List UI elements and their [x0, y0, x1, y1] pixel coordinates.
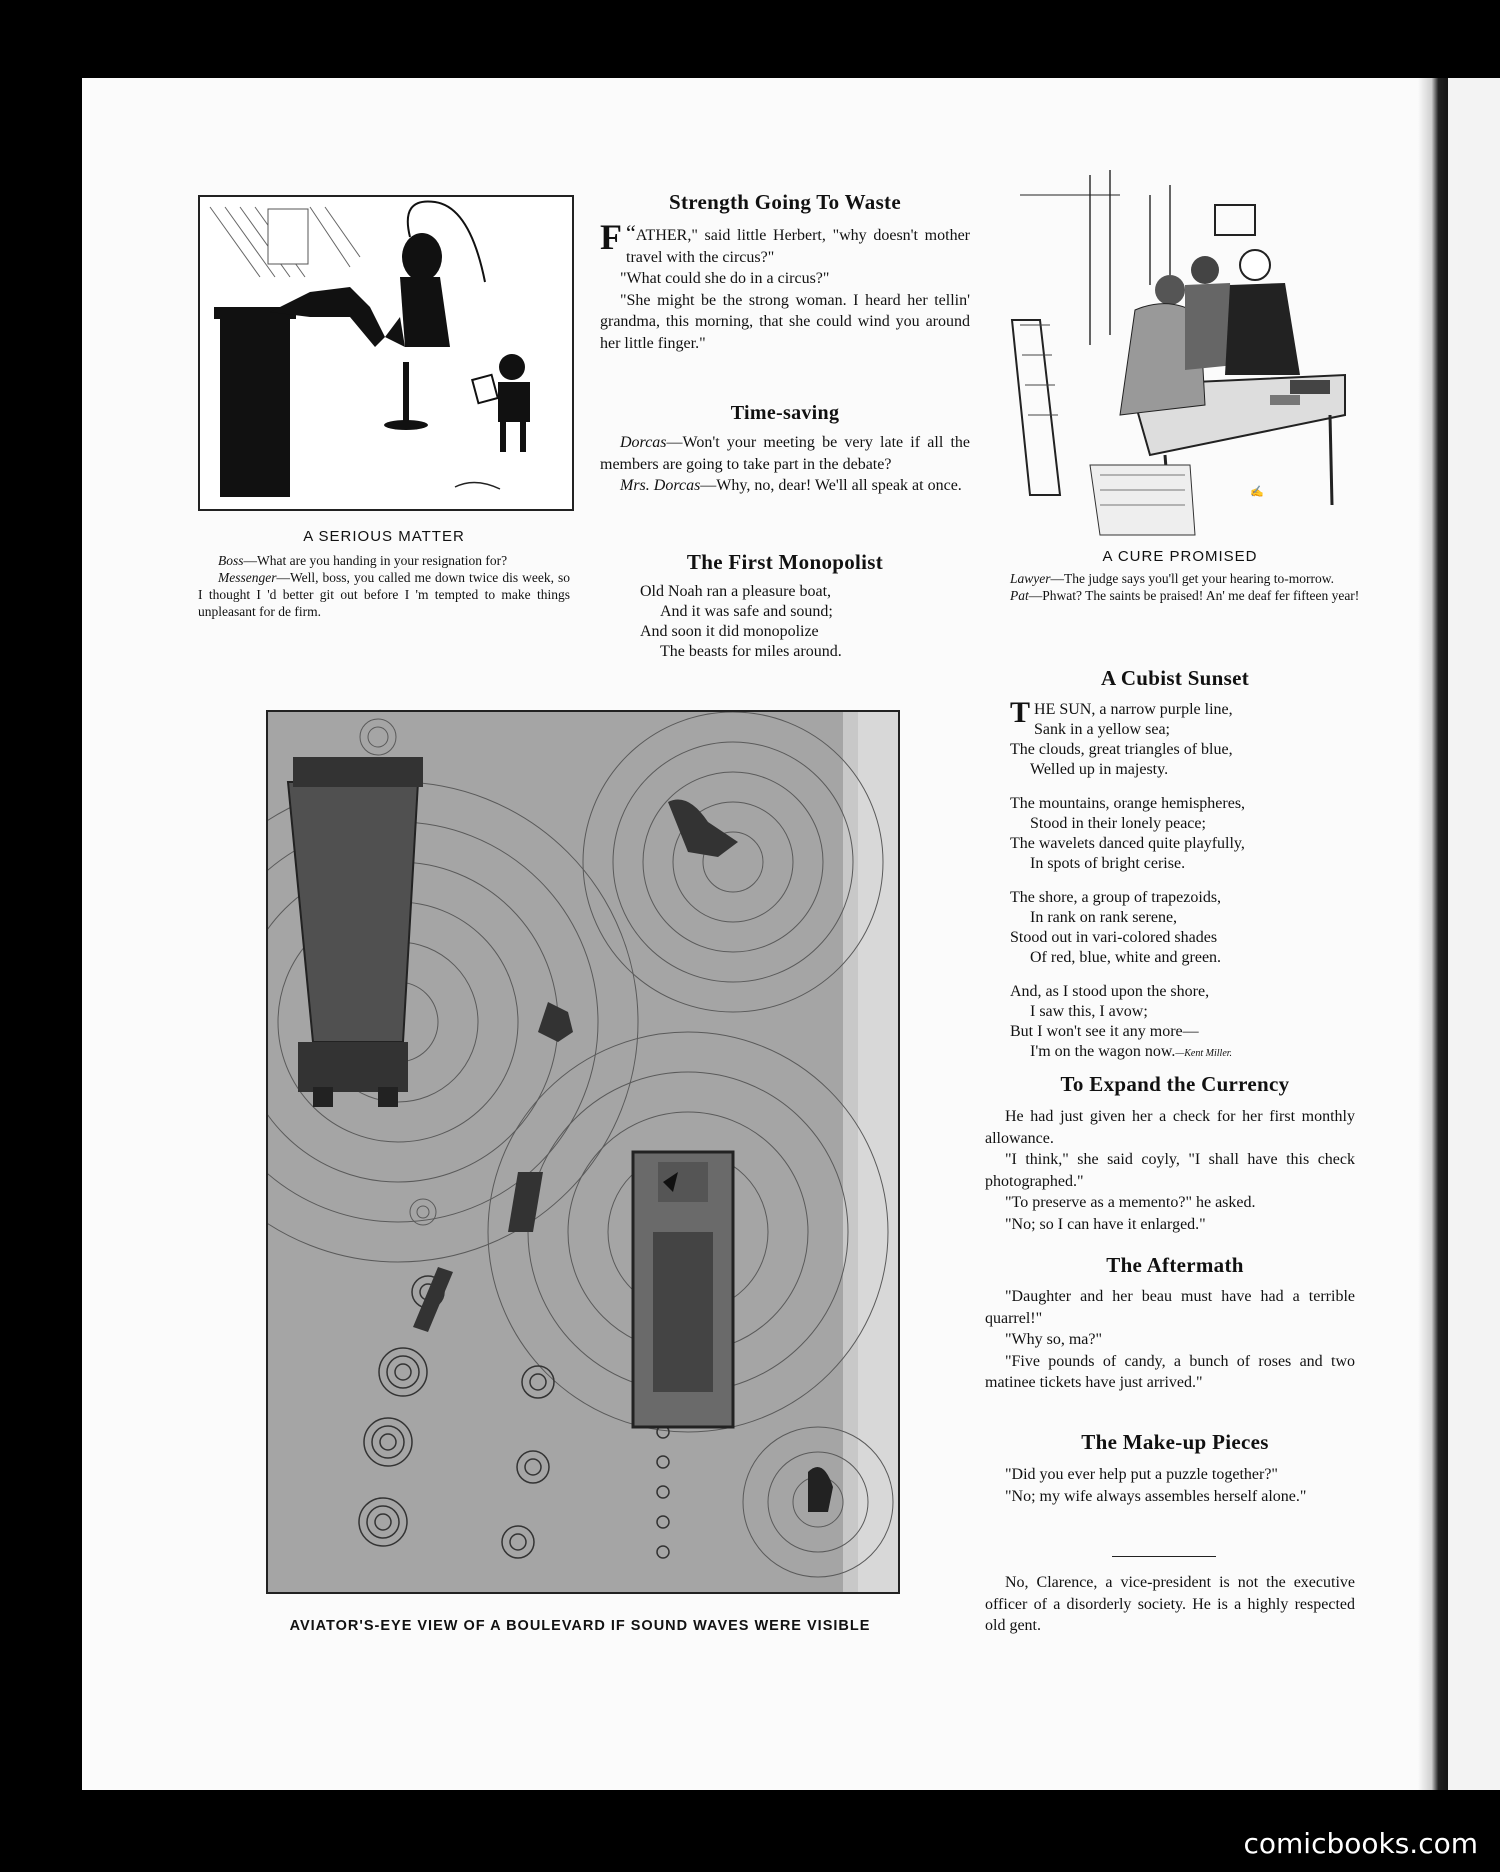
- strength-p3: "She might be the strong woman. I heard her tellin' grandma, this morning, that she could wind you around her little finger.": [600, 291, 970, 352]
- sunset-stanza-2: [1010, 794, 1360, 874]
- mrs-dorcas-line: —Why, no, dear! We'll all speak at once.: [700, 477, 962, 494]
- aftermath-p2: "Why so, ma?": [1005, 1331, 1103, 1348]
- monopolist-poem: [640, 582, 960, 662]
- currency-p4: "No; so I can have it enlarged.": [1005, 1215, 1206, 1233]
- boulevard-illustration: [266, 710, 900, 1594]
- clarence-text: No, Clarence, a vice-president is not the executive officer of a disorderly society. He is a highly respected old gent.: [985, 1574, 1355, 1634]
- boulevard-caption: AVIATOR'S-EYE VIEW OF A BOULEVARD IF SOUND WAVES WERE VISIBLE: [289, 1618, 871, 1634]
- strength-heading: Strength Going To Waste: [669, 190, 901, 214]
- sunset-heading: A Cubist Sunset: [1100, 666, 1250, 690]
- section-divider: [1112, 1556, 1216, 1557]
- makeup-story: [985, 1464, 1355, 1507]
- strength-dropcap: F: [600, 217, 622, 257]
- sunset-dropcap: T: [1010, 696, 1031, 729]
- sunset-s3-l3: Stood out in vari-colored shades: [1010, 929, 1218, 946]
- site-watermark: comicbooks.com: [1243, 1827, 1478, 1860]
- makeup-p1: "Did you ever help put a puzzle together?": [1005, 1466, 1278, 1483]
- sunset-stanza-3: [1010, 888, 1360, 968]
- messenger-speaker: Messenger: [218, 570, 277, 585]
- monopolist-line-2: And it was safe and sound;: [660, 603, 833, 620]
- messenger-line: —Well, boss, you called me down twice dis week, so I thought I 'd better git out before I 'm tempted to make things unpleasant for de firm.: [198, 570, 570, 619]
- sunset-s1-l1: HE SUN, a narrow purple line,: [1034, 701, 1233, 718]
- sunset-s4-l3: But I won't see it any more—: [1010, 1023, 1199, 1040]
- svg-text:✍: ✍: [1250, 486, 1264, 498]
- currency-story: [985, 1106, 1355, 1235]
- strength-p2: "What could she do in a circus?": [620, 270, 830, 287]
- pat-speaker: Pat: [1010, 588, 1029, 603]
- currency-p2: "I think," she said coyly, "I shall have this check photographed.": [985, 1151, 1355, 1190]
- currency-p1: He had just given her a check for her first monthly allowance.: [985, 1108, 1355, 1147]
- makeup-p2: "No; my wife always assembles herself alone.": [1005, 1487, 1307, 1505]
- pat-line: —Phwat? The saints be praised! An' me deaf fer fifteen year!: [1028, 588, 1360, 603]
- sunset-s1-l2: Sank in a yellow sea;: [1034, 721, 1170, 738]
- strength-story: “ F ATHER," said little Herbert, "why doesn't mother travel with the circus?" "What could she do in a circus?" "She might be the strong woman. I heard her tellin' grandma, this morning, that she could wind you around her little finger.": [600, 222, 970, 354]
- sunset-s4-l2: I saw this, I avow;: [1030, 1003, 1148, 1020]
- lawyer-speaker: Lawyer: [1010, 571, 1051, 586]
- sunset-s1-l4: Welled up in majesty.: [1030, 761, 1169, 778]
- sunset-s4-l4: I'm on the wagon now.: [1030, 1043, 1176, 1060]
- aftermath-p1: "Daughter and her beau must have had a terrible quarrel!": [985, 1288, 1355, 1327]
- sunset-s2-l1: The mountains, orange hemispheres,: [1010, 795, 1246, 812]
- sunset-s1-l3: The clouds, great triangles of blue,: [1010, 741, 1233, 758]
- sunset-stanza-4: [1010, 982, 1360, 1064]
- dorcas-line: —Won't your meeting be very late if all the members are going to take part in the debate?: [600, 434, 970, 473]
- serious-matter-illustration: [198, 195, 574, 511]
- mrs-dorcas-speaker: Mrs. Dorcas: [620, 477, 701, 494]
- sunset-s3-l2: In rank on rank serene,: [1030, 909, 1178, 926]
- currency-heading: To Expand the Currency: [1060, 1072, 1290, 1096]
- lawyer-line: —The judge says you'll get your hearing to-morrow.: [1050, 571, 1334, 586]
- sunset-poem: [1010, 696, 1360, 1078]
- cure-promised-illustration: [1000, 165, 1360, 540]
- timesaving-heading: Time-saving: [730, 402, 840, 424]
- aftermath-p3: "Five pounds of candy, a bunch of roses and two matinee tickets have just arrived.": [985, 1352, 1355, 1391]
- makeup-heading: The Make-up Pieces: [1081, 1430, 1269, 1454]
- monopolist-heading: The First Monopolist: [686, 550, 884, 574]
- cure-promised-title: A CURE PROMISED: [1102, 548, 1258, 565]
- boss-speaker: Boss: [218, 553, 244, 568]
- sunset-s2-l3: The wavelets danced quite playfully,: [1010, 835, 1245, 852]
- sunset-author: —Kent Miller.: [1175, 1048, 1233, 1059]
- sunset-s2-l2: Stood in their lonely peace;: [1030, 815, 1206, 832]
- sunset-s3-l1: The shore, a group of trapezoids,: [1010, 889, 1222, 906]
- page-gutter: [1418, 78, 1452, 1790]
- sunset-stanza-1: [1010, 696, 1360, 780]
- dorcas-speaker: Dorcas: [620, 434, 667, 451]
- aftermath-heading: The Aftermath: [1106, 1253, 1244, 1277]
- sunset-s4-l1: And, as I stood upon the shore,: [1010, 983, 1210, 1000]
- timesaving-story: [600, 432, 970, 497]
- monopolist-line-1: Old Noah ran a pleasure boat,: [640, 583, 832, 600]
- sunset-s2-l4: In spots of bright cerise.: [1030, 855, 1186, 872]
- boss-line: —What are you handing in your resignation for?: [243, 553, 508, 568]
- serious-matter-dialogue: [198, 552, 570, 620]
- aftermath-story: [985, 1286, 1355, 1394]
- currency-p3: "To preserve as a memento?" he asked.: [1005, 1194, 1256, 1211]
- cure-promised-dialogue: [990, 570, 1360, 604]
- strength-p1: ATHER," said little Herbert, "why doesn't mother travel with the circus?": [626, 227, 970, 266]
- sunset-s3-l4: Of red, blue, white and green.: [1030, 949, 1222, 966]
- clarence-note: [985, 1572, 1355, 1637]
- serious-matter-title: A SERIOUS MATTER: [303, 528, 465, 545]
- adjacent-page-edge: [1448, 78, 1500, 1790]
- monopolist-line-3: And soon it did monopolize: [640, 623, 819, 640]
- monopolist-line-4: The beasts for miles around.: [660, 643, 842, 660]
